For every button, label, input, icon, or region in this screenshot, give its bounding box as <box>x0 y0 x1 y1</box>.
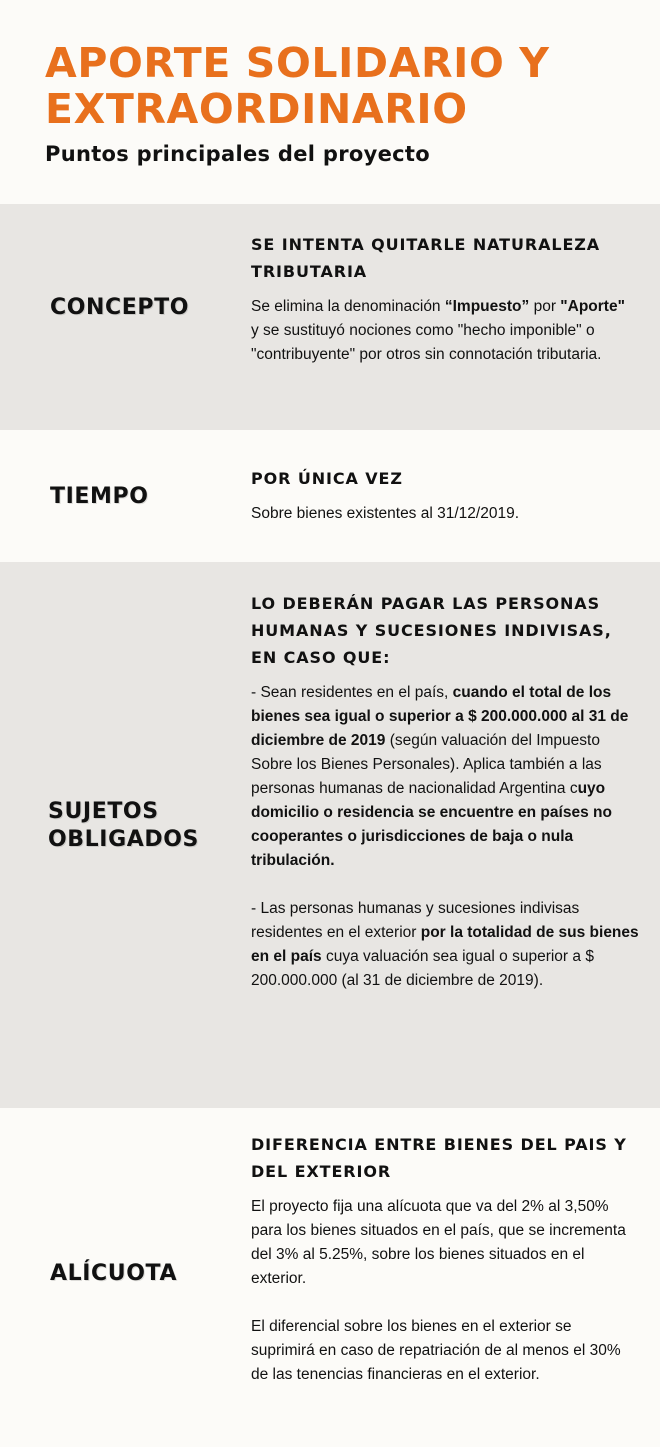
section-text-tiempo: Sobre bienes existentes al 31/12/2019. <box>251 505 519 522</box>
section-concepto <box>0 204 660 430</box>
section-content-alicuota <box>251 1131 631 1387</box>
text-run: Se elimina la denominación <box>251 298 445 315</box>
section-content-tiempo <box>251 465 636 526</box>
text-run: y se sustituyó nociones como "hecho imponible" o "contribuyente" por otros sin connotación tributaria. <box>251 322 602 363</box>
section-label-tiempo: TIEMPO <box>50 484 149 509</box>
section-sujetos-obligados <box>0 562 660 1108</box>
section-label-concepto: CONCEPTO <box>50 295 190 320</box>
section-label-alicuota: ALÍCUOTA <box>50 1261 178 1286</box>
section-label-sujetos-obligados: SUJETOS OBLIGADOS <box>48 799 199 852</box>
text-run: - Sean residentes en el país, <box>251 684 453 701</box>
bold-run: por la totalidad de sus bienes en el país <box>251 924 639 965</box>
section-text-sujetos-2 <box>251 897 639 993</box>
page-subtitle: Puntos principales del proyecto <box>45 142 430 166</box>
text-run: cuya valuación sea igual o superior a $ 200.000.000 (al 31 de diciembre de 2019). <box>251 948 594 989</box>
paragraph-gap <box>251 873 639 897</box>
text-run: por <box>529 298 561 315</box>
section-text-alicuota-2: El diferencial sobre los bienes en el exterior se suprimirá en caso de repatriación de al menos el 30% de las tenencias financieras en el exterior. <box>251 1318 621 1383</box>
section-alicuota <box>0 1108 660 1447</box>
section-text-concepto <box>251 295 636 367</box>
section-heading-concepto: SE INTENTA QUITARLE NATURALEZA TRIBUTARIA <box>251 235 601 281</box>
section-text-alicuota-1: El proyecto fija una alícuota que va del 2% al 3,50% para los bienes situados en el país, que se incrementa del 3% al 5.25%, sobre los bienes situados en el exterior. <box>251 1198 626 1287</box>
bold-run: cuando el total de los bienes sea igual o superior a $ 200.000.000 al 31 de diciembre de 2019 <box>251 684 629 749</box>
text-run: - Las personas humanas y sucesiones indivisas residentes en el exterior <box>251 900 580 941</box>
section-content-concepto <box>251 231 636 367</box>
bold-run: uyo domicilio o residencia se encuentre en países no cooperantes o jurisdicciones de baja o nula tribulación. <box>251 780 612 869</box>
bold-run: “Impuesto” <box>444 298 530 315</box>
bold-run: "Aporte" <box>560 298 625 315</box>
section-content-sujetos-obligados <box>251 590 639 993</box>
section-heading-tiempo: POR ÚNICA VEZ <box>251 469 403 488</box>
section-text-sujetos-1 <box>251 681 639 873</box>
text-run: (según valuación del Impuesto Sobre los Bienes Personales). Aplica también a las personas humanas de nacionalidad Argentina c <box>251 732 602 797</box>
page-title: APORTE SOLIDARIO Y EXTRAORDINARIO <box>45 39 550 133</box>
section-heading-sujetos-obligados: LO DEBERÁN PAGAR LAS PERSONAS HUMANAS Y SUCESIONES INDIVISAS, EN CASO QUE: <box>251 594 612 667</box>
paragraph-gap <box>251 1291 631 1315</box>
section-tiempo <box>0 430 660 562</box>
section-heading-alicuota: DIFERENCIA ENTRE BIENES DEL PAIS Y DEL EXTERIOR <box>251 1135 627 1181</box>
page-header <box>0 0 660 204</box>
